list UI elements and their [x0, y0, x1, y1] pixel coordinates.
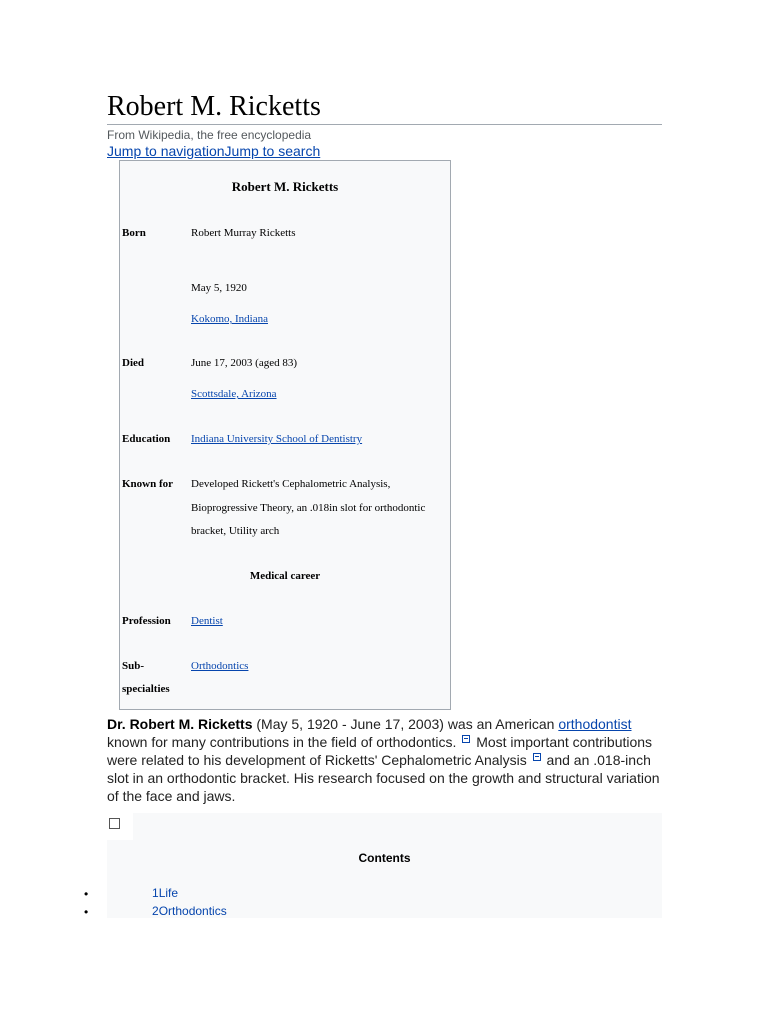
- toc-toggle-checkbox[interactable]: [109, 818, 120, 829]
- orthodontist-link[interactable]: orthodontist: [558, 716, 632, 732]
- lead-text-3: Most important contributions were related to his development of Ricketts' Cephalometric Analysis: [107, 734, 653, 768]
- toc-label: Life: [158, 886, 179, 900]
- born-date: May 5, 1920: [191, 282, 247, 294]
- education-value: [191, 428, 446, 451]
- reference-icon[interactable]: [462, 735, 470, 743]
- known-for-line-2: Bioprogressive Theory, an .018in slot for orthodontic: [191, 502, 426, 514]
- infobox: [119, 160, 451, 710]
- born-name: Robert Murray Ricketts: [191, 227, 296, 239]
- born-place: [191, 308, 446, 331]
- died-date: June 17, 2003 (aged 83): [191, 357, 298, 369]
- known-for-line-3: bracket, Utility arch: [191, 525, 280, 537]
- died-place: [191, 383, 446, 406]
- born-place-link[interactable]: Kokomo, Indiana: [191, 313, 268, 325]
- title-divider: [107, 124, 662, 125]
- subspecialties-label-line-1: Sub-: [122, 660, 145, 672]
- bullet-icon: •: [84, 905, 89, 919]
- toc-number: 2: [152, 904, 159, 918]
- reference-icon[interactable]: [533, 753, 541, 761]
- site-tagline: From Wikipedia, the free encyclopedia: [107, 128, 312, 142]
- lead-text-4: and an .018-inch slot in an orthodontic bracket. His research focused on the growth and structural variation of the face and jaws.: [107, 752, 660, 804]
- toc-label: Orthodontics: [158, 904, 227, 918]
- jump-links: [107, 143, 320, 160]
- infobox-title: Robert M. Ricketts: [231, 179, 339, 194]
- toc-item-orthodontics[interactable]: [152, 903, 227, 919]
- education-link[interactable]: Indiana University School of Dentistry: [191, 433, 363, 445]
- lead-text-1: (May 5, 1920 - June 17, 2003) was an American: [252, 716, 559, 732]
- education-label: Education: [122, 433, 171, 445]
- toc-item-life[interactable]: [152, 885, 178, 901]
- lead-text-2: known for many contributions in the field of orthodontics.: [107, 734, 461, 750]
- subspecialties-value: [191, 655, 446, 678]
- known-for-label: Known for: [122, 478, 174, 490]
- known-for-line-1: Developed Rickett's Cephalometric Analysis,: [191, 478, 391, 490]
- subject-name: Dr. Robert M. Ricketts: [107, 716, 253, 732]
- lead-paragraph: [107, 715, 667, 805]
- subspecialties-label-line-2: specialties: [122, 683, 170, 695]
- page-title: Robert M. Ricketts: [107, 91, 321, 122]
- toc-title: Contents: [358, 851, 411, 865]
- died-label: Died: [122, 357, 144, 369]
- born-label: Born: [122, 227, 146, 239]
- died-place-link[interactable]: Scottsdale, Arizona: [191, 388, 277, 400]
- medical-career-header: Medical career: [249, 570, 321, 582]
- toc-number: 1: [152, 886, 159, 900]
- profession-label: Profession: [122, 615, 171, 627]
- subspecialties-link[interactable]: Orthodontics: [191, 660, 249, 672]
- profession-value: [191, 610, 446, 633]
- profession-link[interactable]: Dentist: [191, 615, 223, 627]
- jump-to-navigation-link[interactable]: Jump to navigation: [107, 143, 225, 159]
- bullet-icon: •: [84, 887, 89, 901]
- jump-to-search-link[interactable]: Jump to search: [224, 143, 321, 159]
